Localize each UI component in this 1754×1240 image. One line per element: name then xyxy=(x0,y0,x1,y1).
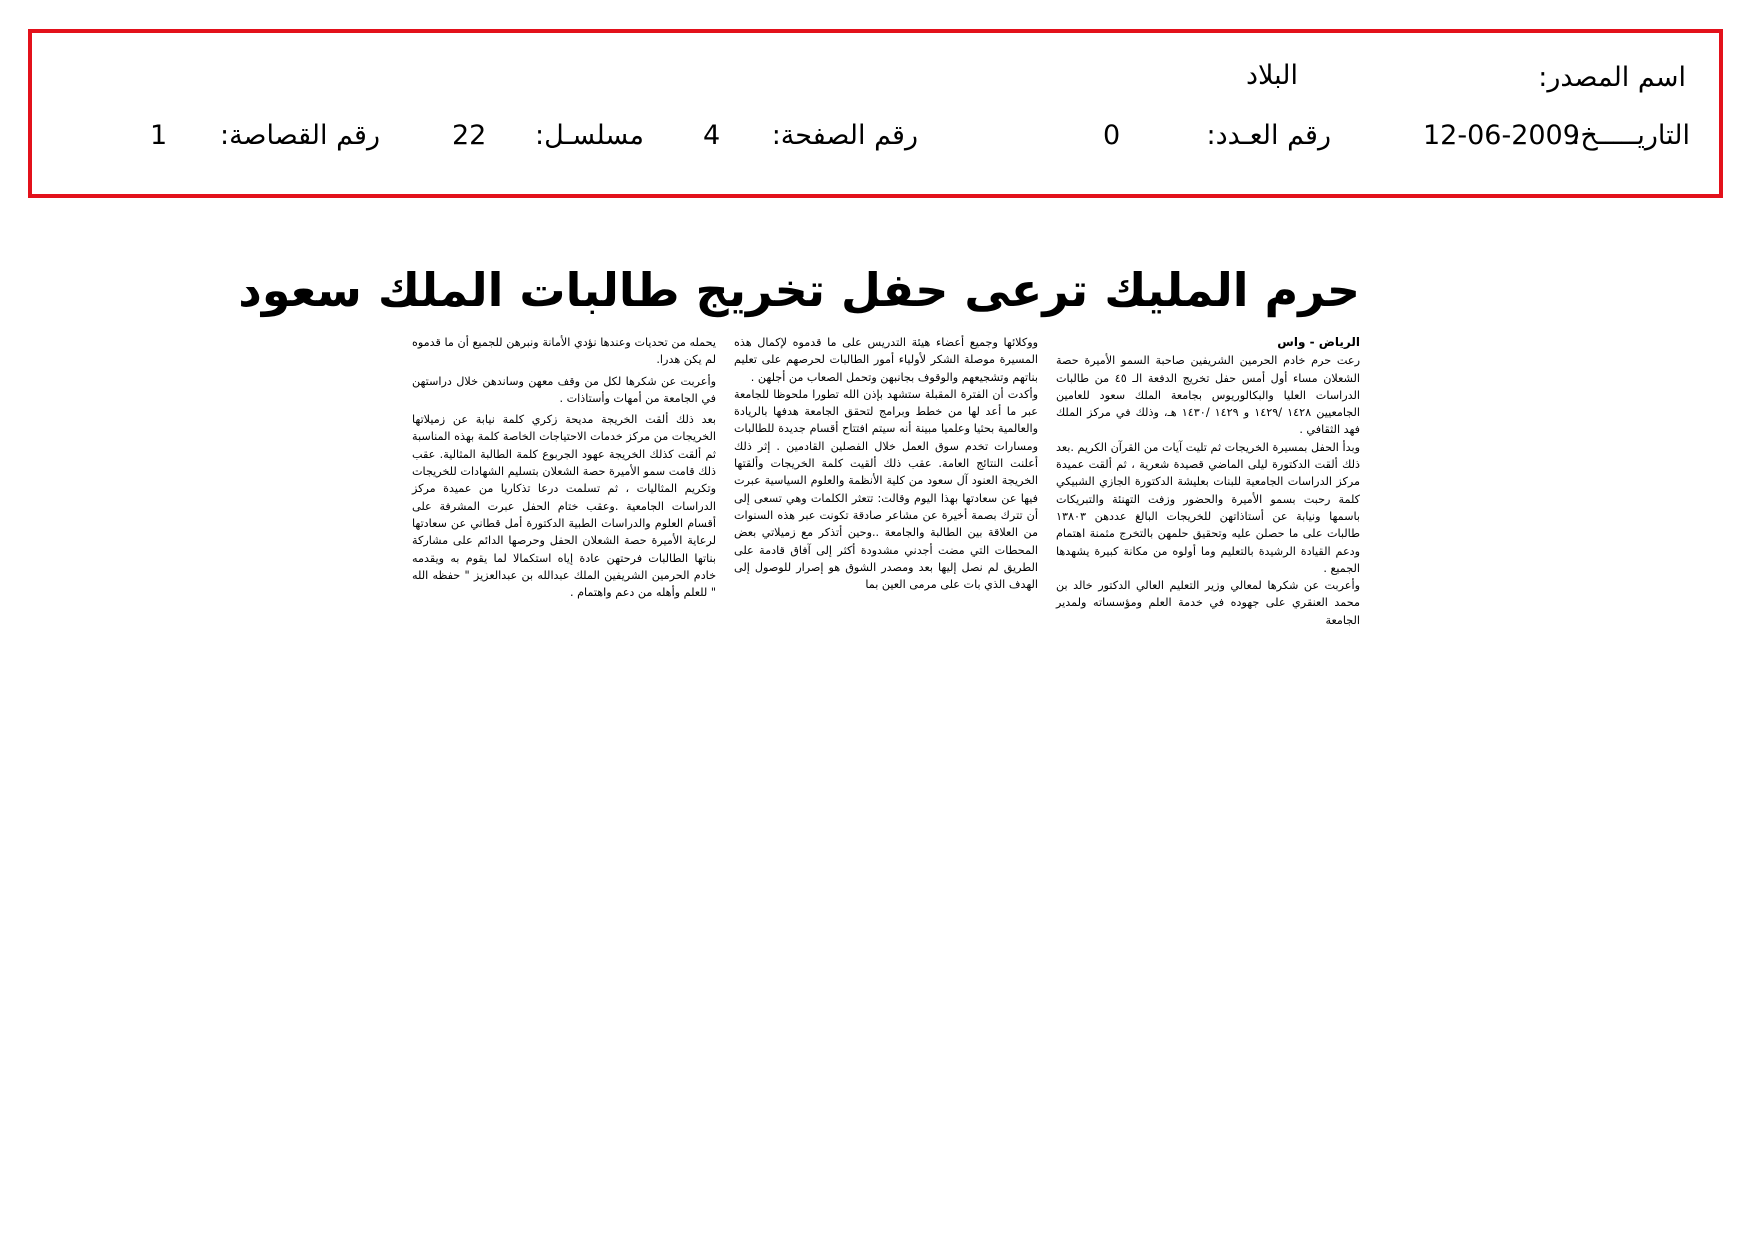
article-paragraph: رعت حرم خادم الحرمين الشريفين صاحبة السمو الأميرة حصة الشعلان مساء أول أمس حفل تخريج الدفعة الـ ٤٥ من طالبات الدراسات العليا والبكالوريوس بجامعة الملك سعود للعامين الجامعيين ١٤٢٨ /١٤٢٩ و ١٤٢٩ /١٤٣٠ هـ، وذلك في مركز الملك فهد الثقافي . xyxy=(1056,354,1361,437)
page-label: رقم الصفحة: xyxy=(771,120,918,151)
article-dateline: الرياض - واس xyxy=(1277,335,1360,349)
source-value: البلاد xyxy=(1245,60,1298,91)
article-column-3 xyxy=(412,334,716,602)
article-paragraph: وبدأ الحفل بمسيرة الخريجات ثم تليت آيات من القرآن الكريم .بعد ذلك ألقت الدكتورة ليلى الماضي قصيدة شعرية ، ثم ألقت عميدة مركز الدراسات الجامعية للبنات بعليشة الدكتورة الجازي الشبيكي كلمة رحبت بسمو الأميرة والحضور وزفت التهنئة والتبريكات باسمها ونيابة عن أستاذاتهن للخريجات البالغ عددهن ١٣٨٠٣ طالبات على ما حصلن عليه وتحقيق حلمهن بالتخرج مثمنة اهتمام ودعم القيادة الرشيدة بالتعليم وما أولوه من مكانة كبيرة يشهدها الجميع . xyxy=(1056,440,1360,575)
article-paragraph: بعد ذلك ألقت الخريجة مديحة زكري كلمة نيابة عن زميلاتها الخريجات من مركز خدمات الاحتياجات الخاصة كلمة بهذه المناسبة ثم ألقت كذلك الخريجة عهود الجربوع كلمة الطالبة المثالية. عقب ذلك قامت سمو الأميرة حصة الشعلان بتسليم الشهادات للخريجات وتكريم المثاليات ، ثم تسلمت درعا تذكاريا من عميدة مركز الدراسات الجامعية .وعقب ختام الحفل عبرت المشرفة على أقسام العلوم والدراسات الطبية الدكتورة أمل قطاني عن سعادتها لرعاية الأميرة حصة الشعلان الحفل وحرصها الدائم على مشاركة بناتها الطالبات فرحتهن عادة إياه استكمالا لما يقوم به ويقدمه خادم الحرمين الشريفين الملك عبدالله بن عبدالعزيز " حفظه الله " للعلم وأهله من دعم واهتمام . xyxy=(412,413,716,600)
page-value: 4 xyxy=(703,120,721,151)
article-paragraph: يحمله من تحديات وعندها نؤدي الأمانة ونبرهن للجميع أن ما قدموه لم يكن هدرا. xyxy=(412,336,716,367)
serial-value: 22 xyxy=(452,120,487,151)
article-column-1 xyxy=(1056,334,1361,627)
issue-value: 0 xyxy=(1103,120,1121,151)
source-label: اسم المصدر: xyxy=(1538,62,1686,93)
metadata-box xyxy=(28,29,1723,198)
article-paragraph: وأعربت عن شكرها لمعالي وزير التعليم العالي الدكتور خالد بن محمد العنقري على جهوده في خدمة العلم ومؤسساته ولمدير الجامعة xyxy=(1056,579,1360,627)
article-body xyxy=(412,334,1361,627)
article-paragraph: وأعربت عن شكرها لكل من وقف معهن وساندهن خلال دراستهن في الجامعة من أمهات وأستاذات . xyxy=(412,374,716,405)
date-label: التاريـــــخ: xyxy=(1571,120,1690,151)
issue-label: رقم العـدد: xyxy=(1206,120,1331,151)
serial-label: مسلسـل: xyxy=(534,120,644,151)
clip-value: 1 xyxy=(150,120,168,151)
article-column-2 xyxy=(734,334,1038,602)
article-paragraph: وأكدت أن الفترة المقبلة ستشهد بإذن الله تطورا ملحوظا للجامعة عبر ما أعد لها من خطط وبرامج لتحقق الجامعة هدفها بالريادة والعالمية بحثيا وعلميا مبينة أنه سيتم افتتاح أقسام جديدة للطالبات ومسارات تخدم سوق العمل خلال الفصلين القادمين . إثر ذلك أعلنت النتائج العامة. عقب ذلك ألقيت كلمة الخريجات وألقتها الخريجة العنود آل سعود من كلية الأنظمة والعلوم السياسية عبرت فيها عن سعادتها بهذا اليوم وقالت: تتعثر الكلمات وهي تسعى إلى أن تترك بصمة أخيرة عن مشاعر صادقة تكونت عبر هذه السنوات من العلاقة بين الطالبة والجامعة ..وحين أتذكر مع زميلاتي بعض المحطات التي مضت أجدني مشدودة أكثر إلى آفاق قادمة على الطريق لم نصل إليها بعد ومصدر الشوق هو إصرار للوصول إلى الهدف الذي بات على مرمى العين بما xyxy=(734,387,1038,592)
date-value: 12-06-2009 xyxy=(1423,120,1580,151)
article-headline: حرم المليك ترعى حفل تخريج طالبات الملك سعود xyxy=(238,263,1360,317)
article-paragraph: ووكلائها وجميع أعضاء هيئة التدريس على ما قدموه لإكمال هذه المسيرة موصلة الشكر لأولياء أمور الطالبات لحرصهم على تعليم بناتهم وتشجيعهم والوقوف بجانبهن وتحمل الصعاب من أجلهن . xyxy=(734,336,1038,384)
clip-label: رقم القصاصة: xyxy=(219,120,380,151)
